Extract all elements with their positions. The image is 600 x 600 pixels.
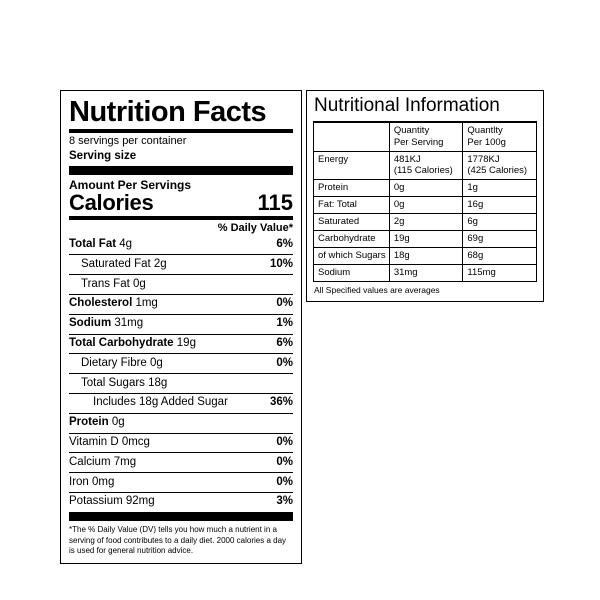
nutrient-daily-value: 0%	[276, 475, 293, 488]
calories-value: 115	[257, 189, 293, 215]
nutrient-amount: 19g	[173, 337, 196, 350]
cell-per-serving-line1: 0g	[393, 182, 405, 194]
table-row	[314, 151, 537, 180]
cell-per-100g	[463, 214, 537, 231]
daily-value-header: % Daily Value*	[217, 221, 293, 234]
nutrient-name: Total Sugars	[81, 376, 145, 389]
cell-per-serving	[389, 264, 463, 281]
cell-per-serving-line2: (115 Calories)	[393, 165, 453, 177]
nutrient-row	[69, 295, 293, 315]
nutrient-label	[81, 377, 167, 391]
row-label: Sodium	[314, 264, 390, 281]
cell-per-100g	[463, 264, 537, 281]
averages-note: All Specified values are averages	[314, 284, 440, 295]
row-label: Carbohydrate	[314, 230, 390, 247]
nutrient-amount: 2g	[150, 257, 167, 270]
nutrient-amount: 4g	[116, 238, 133, 251]
row-label: Saturated	[314, 214, 390, 231]
amount-per-servings-label: Amount Per Servings	[69, 177, 192, 192]
cell-per-100g	[463, 180, 537, 197]
nutrient-daily-value: 6%	[276, 238, 293, 251]
servings-per-container: 8 servings per container	[69, 135, 187, 148]
nutrient-row	[69, 473, 293, 493]
nutrient-row	[69, 275, 293, 295]
nutrient-amount: 0g	[129, 277, 146, 290]
cell-per-100g	[463, 247, 537, 264]
nutrient-row	[69, 453, 293, 473]
nutrient-label	[69, 337, 196, 351]
cell-per-100g	[463, 151, 537, 180]
nutrient-name: Includes 18g Added Sugar	[93, 396, 228, 409]
cell-per-serving-line1: 481KJ	[393, 153, 421, 165]
table-row	[314, 247, 537, 264]
cell-per-serving-line1: 18g	[393, 249, 410, 261]
cell-per-serving-line1: 2g	[393, 216, 405, 228]
nutrient-name: Saturated Fat	[81, 257, 151, 270]
cell-per-100g-line1: 68g	[467, 249, 484, 261]
nutrient-label	[69, 297, 158, 311]
calories-label: Calories	[69, 189, 154, 215]
divider-under-serving-size	[69, 166, 293, 175]
nutrient-daily-value: 6%	[276, 337, 293, 350]
nutrient-label	[69, 456, 136, 470]
table-body	[314, 151, 537, 281]
divider-above-footnote	[69, 512, 293, 521]
nutrient-name: Calcium	[69, 455, 111, 468]
cell-per-serving	[389, 197, 463, 214]
cell-per-100g-line1: 1g	[467, 182, 478, 194]
cell-per-100g	[463, 197, 537, 214]
nutrient-label	[81, 278, 146, 292]
nutrient-daily-value: 0%	[276, 297, 293, 310]
cell-per-100g	[463, 230, 537, 247]
nutrient-label	[69, 495, 155, 509]
header-per-serving	[389, 122, 463, 151]
header-blank	[314, 122, 390, 151]
nutrition-facts-panel	[60, 90, 302, 564]
nutrient-row	[69, 493, 293, 512]
nutrient-amount: 0mg	[88, 475, 115, 488]
table-row	[314, 264, 537, 281]
header-per-serving-line1: Quantity	[393, 124, 430, 136]
header-per-100g-line1: Quantlty	[467, 124, 503, 136]
cell-per-serving-line1: 0g	[393, 199, 405, 211]
cell-per-serving-line1: 19g	[393, 232, 410, 244]
nutrition-facts-title: Nutrition Facts	[69, 96, 267, 128]
nutrient-name: Potassium	[69, 495, 123, 508]
nutrient-row	[69, 394, 293, 414]
cell-per-serving-line1: 31mg	[393, 266, 418, 278]
nutrient-amount: 0g	[108, 416, 125, 429]
header-per-serving-line2: Per Serving	[393, 136, 444, 148]
nutrient-name: Cholesterol	[69, 297, 133, 310]
table-row	[314, 214, 537, 231]
header-per-100g-line2: Per 100g	[467, 136, 506, 148]
row-label: Fat: Total	[314, 197, 390, 214]
nutrient-label	[69, 238, 132, 252]
cell-per-serving	[389, 214, 463, 231]
nutrient-daily-value: 10%	[269, 257, 293, 270]
cell-per-serving	[389, 247, 463, 264]
nutrient-name: Sodium	[69, 317, 112, 330]
nutrient-row	[69, 335, 293, 355]
nutrient-label	[81, 357, 163, 371]
cell-per-serving	[389, 151, 463, 180]
daily-value-footnote: *The % Daily Value (DV) tells you how much a nutrient in a serving of food contributes to a daily diet. 2000 calories a day is used for general nutrition advice.	[69, 524, 287, 556]
nutrient-amount: 0g	[146, 356, 163, 369]
cell-per-100g-line1: 1778KJ	[467, 153, 500, 165]
cell-per-100g-line1: 6g	[467, 216, 478, 228]
table-row	[314, 180, 537, 197]
nutrient-daily-value: 0%	[276, 436, 293, 449]
nutrient-label	[69, 436, 150, 450]
nutrient-daily-value: 0%	[276, 356, 293, 369]
nutrient-amount: 92mg	[122, 495, 155, 508]
nutrient-label	[81, 258, 167, 272]
nutrient-amount: 0mcg	[118, 436, 150, 449]
cell-per-100g-line1: 16g	[467, 199, 484, 211]
table-header	[314, 122, 537, 151]
nutrient-amount: 18g	[144, 376, 168, 389]
table-row	[314, 197, 537, 214]
nutrient-amount: 7mg	[110, 455, 137, 468]
nutrient-row	[69, 354, 293, 374]
nutrient-name: Total Carbohydrate	[69, 337, 174, 350]
table-row	[314, 230, 537, 247]
nutrient-name: Trans Fat	[81, 277, 130, 290]
nutrient-daily-value: 36%	[269, 396, 293, 409]
nutrient-amount: 31mg	[111, 317, 144, 330]
row-label: Energy	[314, 151, 390, 180]
cell-per-100g-line1: 115mg	[467, 266, 496, 278]
calories-row	[69, 189, 293, 216]
cell-per-100g-line2: (425 Calories)	[467, 165, 528, 177]
nutrient-name: Protein	[69, 416, 109, 429]
nutrient-name: Dietary Fibre	[81, 356, 147, 369]
nutrient-amount: 1mg	[132, 297, 158, 310]
nutrient-rows	[69, 236, 293, 512]
nutrient-row	[69, 414, 293, 434]
nutrient-row	[69, 236, 293, 256]
nutritional-information-title: Nutritional Information	[314, 95, 500, 116]
cell-per-100g-line1: 69g	[467, 232, 484, 244]
nutrient-name: Vitamin D	[69, 436, 119, 449]
cell-per-serving	[389, 180, 463, 197]
nutritional-information-table	[313, 122, 537, 282]
header-per-100g	[463, 122, 537, 151]
nutrient-label	[69, 476, 114, 490]
nutrient-daily-value: 3%	[276, 495, 293, 508]
nutrient-label	[69, 416, 125, 430]
row-label: of which Sugars	[314, 247, 390, 264]
table-header-row	[314, 122, 537, 151]
nutrient-label	[93, 396, 228, 410]
nutritional-information-panel	[306, 90, 544, 302]
nutrient-row	[69, 374, 293, 394]
nutrient-name: Total Fat	[69, 238, 117, 251]
row-label: Protein	[314, 180, 390, 197]
nutrient-row	[69, 255, 293, 275]
nutrient-daily-value: 1%	[276, 317, 293, 330]
nutrient-row	[69, 434, 293, 454]
cell-per-serving	[389, 230, 463, 247]
nutrient-label	[69, 317, 143, 331]
nutrient-row	[69, 315, 293, 335]
nutrient-name: Iron	[69, 475, 89, 488]
serving-size-label: Serving size	[69, 150, 137, 163]
nutrient-daily-value: 0%	[276, 455, 293, 468]
